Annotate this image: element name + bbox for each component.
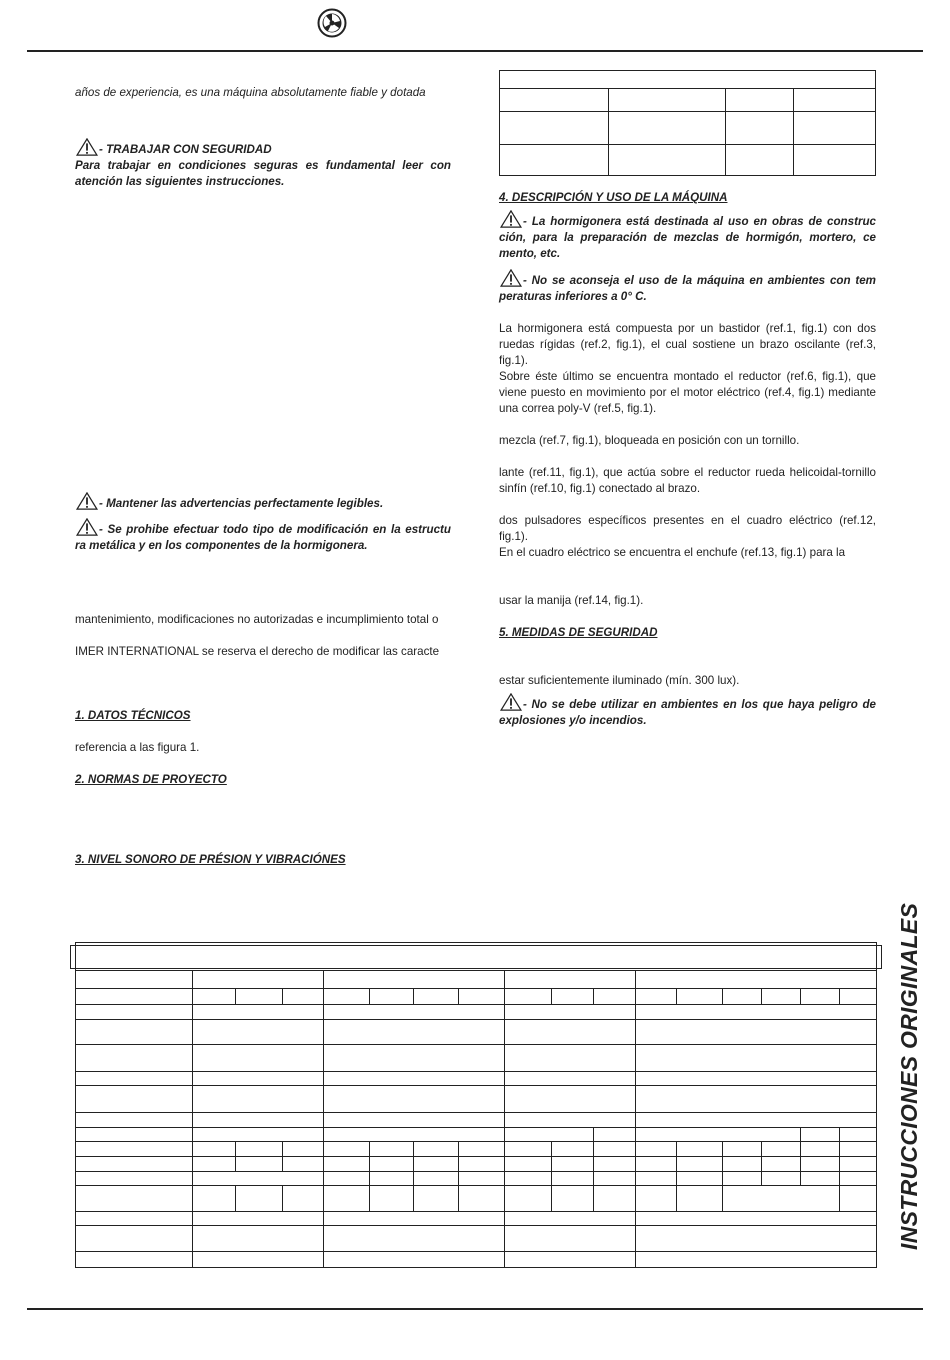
imer-text: IMER INTERNATIONAL se reserva el derecho de modificar las caracte (75, 645, 440, 658)
warning-icon (499, 269, 523, 287)
safety-title: - TRABAJAR CON SEGURIDAD (99, 143, 272, 156)
warning-modification: - Se prohibe efectuar todo tipo de modificación en la estructu ra metálica y en los componentes de la hormigonera. (75, 523, 451, 552)
section-5-heading: 5. MEDIDAS DE SEGURIDAD (499, 626, 658, 639)
top-right-table (499, 70, 876, 176)
footer-rule (27, 1308, 923, 1310)
section-4-heading: 4. DESCRIPCIÓN Y USO DE LA MÁQUINA (499, 191, 728, 204)
description-p5: dos pulsadores específicos presentes en el cuadro eléctrico (ref.12, fig.1). (499, 514, 876, 543)
technical-data-table (75, 942, 877, 1268)
maintenance-text: mantenimiento, modificaciones no autorizadas e incumplimiento total o (75, 613, 439, 626)
section-1-heading: 1. DATOS TÉCNICOS (75, 709, 191, 722)
safety-text: Para trabajar en condiciones seguras es fundamental leer con atención las siguientes instrucciones. (75, 159, 451, 188)
warning-icon (75, 518, 99, 536)
right-column (499, 190, 876, 729)
description-p4: lante (ref.11, fig.1), que actúa sobre el reductor rueda helicoidal-tornillo sinfín (ref.10, fig.1) conectado al brazo. (499, 466, 876, 495)
lighting-text: estar suficientemente iluminado (mín. 300 lux). (499, 674, 740, 687)
description-p7: usar la manija (ref.14, fig.1). (499, 594, 644, 607)
warning-legible: - Mantener las advertencias perfectamente legibles. (99, 497, 384, 510)
description-p6: En el cuadro eléctrico se encuentra el enchufe (ref.13, fig.1) para la (499, 546, 846, 559)
description-p2: Sobre éste último se encuentra montado el reductor (ref.6, fig.1), que viene puesto en movimiento por el motor eléctrico (ref.4, fig.1) mediante una correa poly-V (ref.5, fig.1). (499, 370, 876, 415)
warning-icon (499, 210, 523, 228)
left-column (75, 85, 451, 868)
warning-icon (75, 138, 99, 156)
warning-explosions: - No se debe utilizar en ambientes en los que haya peligro de explosiones y/o incendios. (499, 698, 876, 727)
section-3-heading: 3. NIVEL SONORO DE PRÉSION Y VIBRACIÓNES (75, 853, 346, 866)
warning-icon (499, 693, 523, 711)
side-title: INSTRUCCIONES ORIGINALES (896, 902, 922, 1250)
warning-use: - La hormigonera está destinada al uso en obras de construc ción, para la preparación de mezclas de hormigón, mortero, ce mento, etc. (499, 215, 876, 260)
warning-temperature: - No se aconseja el uso de la máquina en ambientes con tem peraturas inferiores a 0° C. (499, 274, 876, 303)
header-rule (27, 50, 923, 52)
imer-logo (317, 8, 347, 38)
description-p3: mezcla (ref.7, fig.1), bloqueada en posición con un tornillo. (499, 434, 800, 447)
warning-icon (75, 492, 99, 510)
section-2-heading: 2. NORMAS DE PROYECTO (75, 773, 227, 786)
description-p1: La hormigonera está compuesta por un bastidor (ref.1, fig.1) con dos ruedas rígidas (ref.2, fig.1), el cual sostiene un brazo oscilante (ref.3, fig.1). (499, 322, 876, 367)
intro-text: años de experiencia, es una máquina absolutamente fiable y dotada (75, 86, 426, 99)
reference-text: referencia a las figura 1. (75, 741, 200, 754)
